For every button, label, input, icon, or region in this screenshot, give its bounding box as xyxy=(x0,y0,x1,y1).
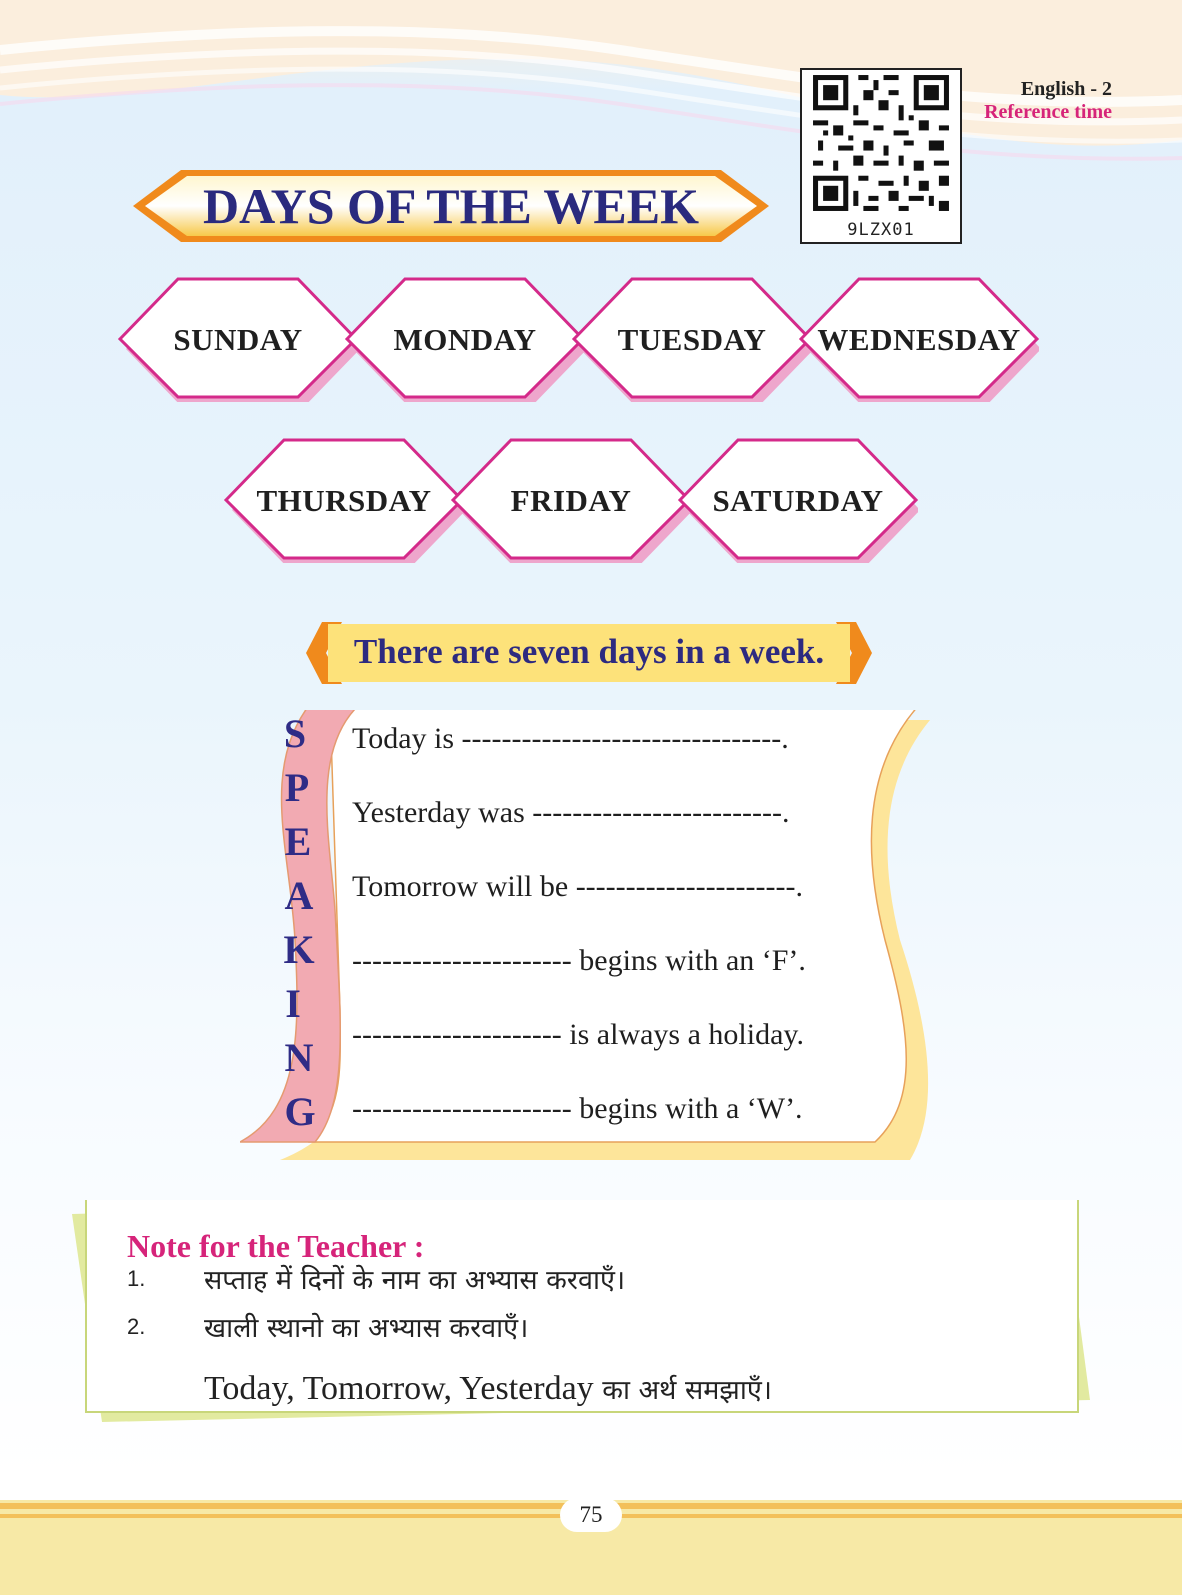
day-hexagon xyxy=(799,277,1039,402)
speaking-sentence: --------------------- is always a holiday. xyxy=(352,1018,804,1051)
day-label: THURSDAY xyxy=(256,483,432,518)
speaking-sentence: ---------------------- begins with an ‘F’. xyxy=(352,944,806,977)
day-hexagon xyxy=(224,438,464,563)
book-subtitle: Reference time xyxy=(984,101,1112,123)
day-hexagon xyxy=(118,277,358,402)
speaking-letter: K xyxy=(283,927,315,972)
note-item-text: सप्ताह में दिनों के नाम का अभ्यास करवाएँ। xyxy=(204,1265,626,1296)
teacher-note-heading: Note for the Teacher : xyxy=(127,1228,425,1264)
speaking-sentence: Today is --------------------------------. xyxy=(352,722,789,755)
speaking-letter: N xyxy=(284,1035,314,1080)
day-hexagon xyxy=(345,277,585,402)
speaking-letter: G xyxy=(284,1089,316,1134)
day-label: FRIDAY xyxy=(510,483,632,518)
page-title: DAYS OF THE WEEK xyxy=(203,178,699,234)
speaking-sentence: ---------------------- begins with a ‘W’. xyxy=(352,1092,803,1125)
page-number: 75 xyxy=(579,1502,603,1527)
speaking-letter: S xyxy=(283,711,307,756)
day-label: SATURDAY xyxy=(712,483,884,518)
note-extra-hindi: का अर्थ समझाएँ। xyxy=(593,1375,772,1406)
qr-code-label: 9LZX01 xyxy=(847,220,915,240)
day-label: WEDNESDAY xyxy=(817,322,1021,357)
speaking-letter: E xyxy=(284,819,312,864)
day-label: TUESDAY xyxy=(617,322,767,357)
speaking-sentence: Tomorrow will be ----------------------. xyxy=(352,870,803,903)
qr-code[interactable] xyxy=(800,68,962,244)
statement-text: There are seven days in a week. xyxy=(353,632,825,671)
day-hexagon xyxy=(678,438,918,563)
qr-pattern xyxy=(802,70,960,216)
note-extra-english: Today, Tomorrow, Yesterday xyxy=(204,1370,594,1407)
day-hexagon xyxy=(572,277,812,402)
book-title: English - 2 xyxy=(1020,78,1112,100)
speaking-letter: P xyxy=(284,765,310,810)
speaking-sentence: Yesterday was -------------------------. xyxy=(352,796,790,829)
day-label: SUNDAY xyxy=(173,322,303,357)
speaking-letter: A xyxy=(284,873,314,918)
day-label: MONDAY xyxy=(393,322,537,357)
note-item-text: खाली स्थानो का अभ्यास करवाएँ। xyxy=(204,1313,529,1344)
note-item-number: 2. xyxy=(127,1314,146,1339)
note-item-number: 1. xyxy=(127,1266,146,1291)
note-extra-line xyxy=(204,1370,772,1408)
day-hexagon xyxy=(451,438,691,563)
speaking-letter: I xyxy=(285,981,301,1026)
